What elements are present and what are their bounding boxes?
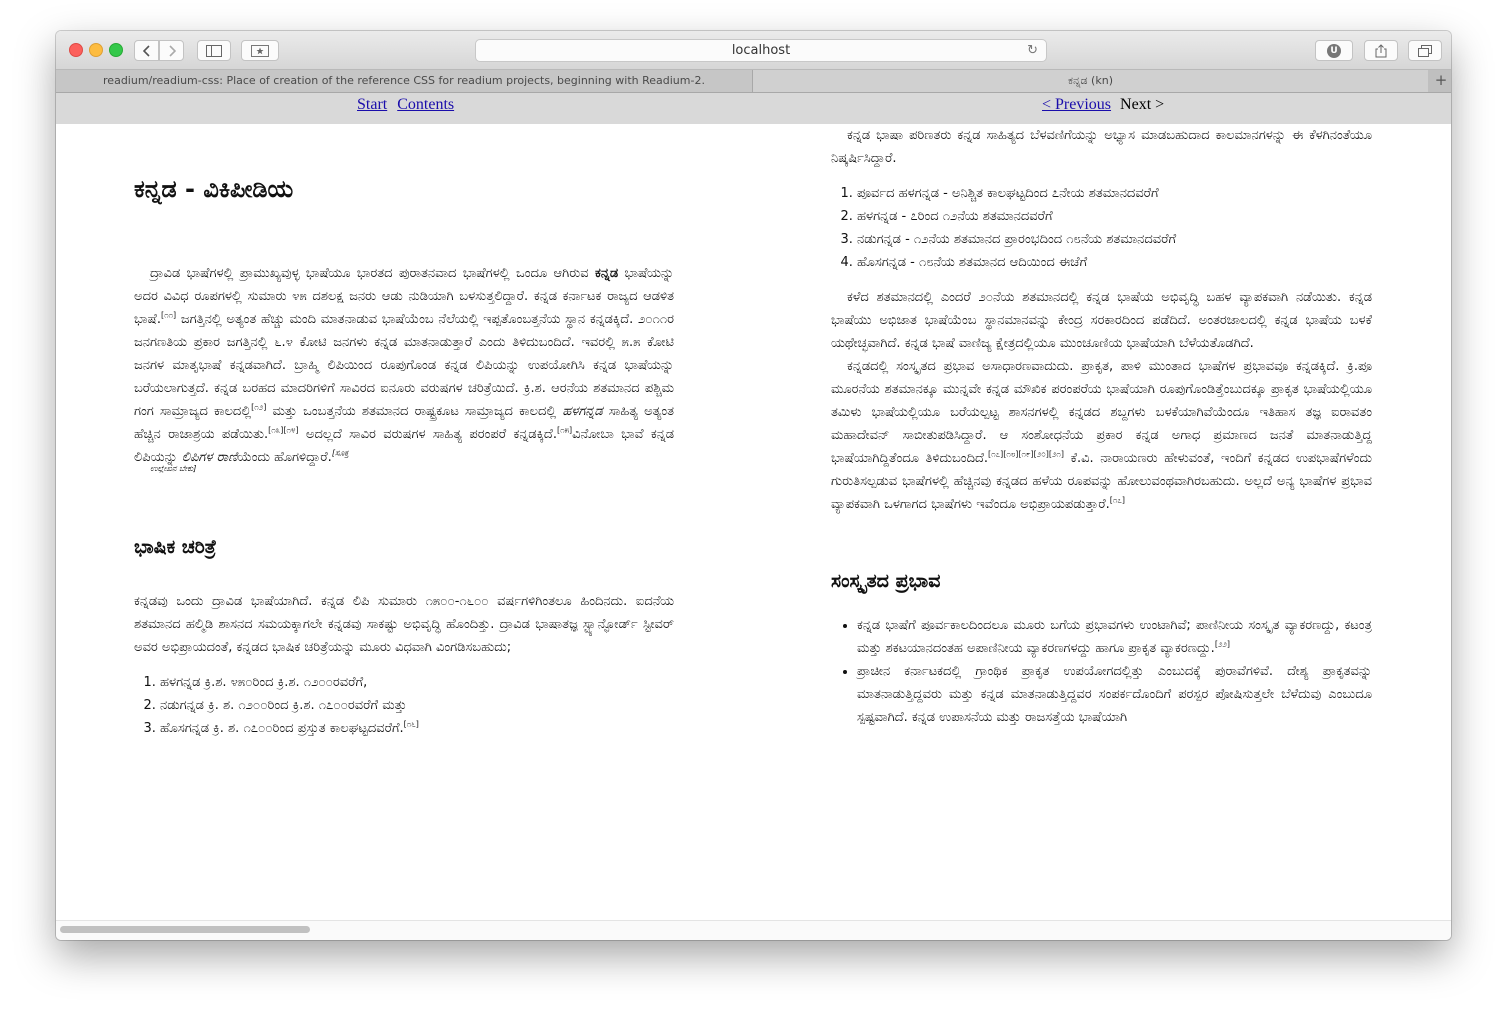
- section-heading-history: ಭಾಷಿಕ ಚರಿತ್ರೆ: [134, 536, 217, 558]
- citation[interactable]: [೧೩][೧೪]: [268, 425, 299, 435]
- share-button[interactable]: [1364, 40, 1398, 61]
- list-item: [160, 717, 674, 740]
- citation-needed-note[interactable]: ಉಲ್ಲೇಖನ ಬೇಕು]: [150, 464, 197, 473]
- browser-window: [56, 31, 1451, 940]
- right-column: [831, 124, 1372, 729]
- reload-icon[interactable]: ↻: [1027, 43, 1038, 58]
- citation[interactable]: [೧೭]: [1109, 495, 1125, 505]
- twentieth-century-paragraph: ಕಳೆದ ಶತಮಾನದಲ್ಲಿ ಎಂದರೆ ೨೦ನೆಯ ಶತಮಾನದಲ್ಲಿ ಕನ್ನಡ ಭಾಷೆಯ ಅಭಿವೃದ್ಧಿ ಬಹಳ ವ್ಯಾಪಕವಾಗಿ ನಡೆಯಿತು. ಕನ್ನಡ ಭಾಷೆಯು ಅಭಿಜಾತ ಭಾಷೆಯೆಂಬ ಸ್ಥಾನಮಾನವನ್ನು ಕೇಂದ್ರ ಸರಕಾರದಿಂದ ಪಡೆದಿದೆ. ಅಂತರಜಾಲದಲ್ಲಿ ಕನ್ನಡ ಭಾಷೆಯ ಬಳಕೆ ಯಥೇಚ್ಛವಾಗಿದೆ. ಕನ್ನಡ ಭಾಷೆ ವಾಣಿಜ್ಯ ಕ್ಷೇತ್ರದಲ್ಲಿಯೂ ಮುಂಚೂಣಿಯ ಭಾಷೆಯಾಗಿ ಬೆಳೆಯತೊಡಗಿದೆ.: [831, 290, 1372, 351]
- tabs-overview-icon: [1418, 45, 1432, 57]
- text-span: ಕನ್ನಡದಲ್ಲಿ ಸಂಸ್ಕೃತದ ಪ್ರಭಾವ ಅಸಾಧಾರಣವಾದುದು. ಪ್ರಾಕೃತ, ಪಾಳಿ ಮುಂತಾದ ಭಾಷೆಗಳ ಪ್ರಭಾವವೂ ಕನ್ನಡಕ್ಕಿದೆ. ಕ್ರಿ.ಪೂ ಮೂರನೆಯ ಶತಮಾನಕ್ಕೂ ಮುನ್ನವೇ ಕನ್ನಡ ಮೌಖಿಕ ಪರಂಪರೆಯ ಭಾಷೆಯಾಗಿ ರೂಪುಗೊಂಡಿತ್ತೆಂಬುದಕ್ಕೂ ಪ್ರಾಕೃತ ಭಾಷೆಯಲ್ಲಿಯೂ ತಮಿಳು ಭಾಷೆಯಲ್ಲಿಯೂ ಬರೆಯಲ್ಪಟ್ಟ ಶಾಸನಗಳಲ್ಲಿ ಕನ್ನಡದ ಶಬ್ದಗಳು ಬಳಕೆಯಾಗಿವೆಯೆಂದೂ ಇತಿಹಾಸ ತಜ್ಞ ಐರಾವತಂ ಮಹಾದೇವನ್ ಸಾಬೀತುಪಡಿಸಿದ್ದಾರೆ. ಆ ಸಂಶೋಧನೆಯ ಪ್ರಕಾರ ಕನ್ನಡ ಅಗಾಧ ಪ್ರಮಾಣದ ಜನತೆ ಮಾತನಾಡುತ್ತಿದ್ದ ಭಾಷೆಯಾಗಿದ್ದಿತೆಂದೂ ತಿಳಿದುಬಂದಿದೆ.: [831, 359, 1372, 466]
- previous-link[interactable]: < Previous: [1042, 96, 1112, 113]
- list-item-text: ಪ್ರಾಚೀನ ಕರ್ನಾಟಕದಲ್ಲಿ ಗ್ರಾಂಥಿಕ ಪ್ರಾಕೃತ ಉಪಯೋಗದಲ್ಲಿತ್ತು ಎಂಬುದಕ್ಕೆ ಪುರಾವೆಗಳಿವೆ. ದೇಶ್ಯ ಪ್ರಾಕೃತವನ್ನು ಮಾತನಾಡುತ್ತಿದ್ದವರು ಮತ್ತು ಕನ್ನಡ ಮಾತನಾಡುತ್ತಿದ್ದವರ ಸಂಪರ್ಕದೊಂದಿಗೆ ಪರಸ್ಪರ ಪೋಷಿಸುತ್ತಲೇ ಬೆಳೆದುವು ಎಂಬುದೂ ಸ್ಪಷ್ಟವಾಗಿದೆ. ಕನ್ನಡ ಉಪಾಸನೆಯ ಮತ್ತು ರಾಜಸತ್ತೆಯ ಭಾಷೆಯಾಗಿ: [857, 664, 1372, 725]
- tab-kannada[interactable]: ಕನ್ನಡ (kn): [753, 70, 1428, 92]
- text-span: ಅದಲ್ಲದೆ ಸಾವಿರ ವರುಷಗಳ ಸಾಹಿತ್ಯ ಪರಂಪರೆ ಕನ್ನಡಕ್ಕಿದೆ.: [298, 427, 557, 442]
- sidebar-icon: [206, 45, 222, 57]
- close-window-button[interactable]: [69, 43, 83, 57]
- text-span: ದ್ರಾವಿಡ ಭಾಷೆಗಳಲ್ಲಿ ಪ್ರಾಮುಖ್ಯವುಳ್ಳ ಭಾಷೆಯೂ ಭಾರತದ ಪುರಾತನವಾದ ಭಾಷೆಗಳಲ್ಲಿ ಒಂದೂ ಆಗಿರುವ: [150, 266, 596, 281]
- sanskrit-influence-paragraph: [831, 355, 1372, 516]
- history-list: [134, 671, 674, 740]
- next-label: Next >: [1120, 96, 1165, 113]
- nav-left-links: [357, 96, 460, 114]
- citation[interactable]: [೧೭]: [988, 449, 1004, 459]
- star-icon: [251, 45, 269, 57]
- show-tabs-button[interactable]: [1408, 40, 1442, 61]
- contents-link[interactable]: Contents: [397, 96, 455, 113]
- nav-right-links: [1042, 96, 1164, 114]
- list-item: [857, 614, 1372, 660]
- page-title: ಕನ್ನಡ - ವಿಕಿಪೀಡಿಯ: [134, 175, 294, 203]
- text-span: ಮತ್ತು ಒಂಬತ್ತನೆಯ ಶತಮಾನದ ರಾಷ್ಟ್ರಕೂಟ ಸಾಮ್ರಾಜ್ಯದ ಕಾಲದಲ್ಲಿ: [266, 404, 563, 419]
- sidebar-button[interactable]: [197, 40, 231, 61]
- citation[interactable]: [೧೧]: [160, 310, 177, 320]
- list-item-text: ಹಳಗನ್ನಡ ಕ್ರಿ.ಶ. ೪೫೦ರಿಂದ ಕ್ರಿ.ಶ. ೧೨೦೦ರವರೆಗೆ,: [160, 675, 368, 690]
- text-span: ಭಾಷೆಯನ್ನು ಅದರ ವಿವಿಧ ರೂಪಗಳಲ್ಲಿ ಸುಮಾರು ೪೫ ದಶಲಕ್ಷ ಜನರು ಆಡು ನುಡಿಯಾಗಿ ಬಳಸುತ್ತಲಿದ್ದಾರೆ. ಕನ್ನಡ ಕರ್ನಾಟಕ ರಾಜ್ಯದ ಆಡಳಿತ ಭಾಷೆ.: [134, 266, 674, 327]
- citation[interactable]: [೧೨]: [251, 402, 267, 412]
- history-paragraph: ಕನ್ನಡವು ಒಂದು ದ್ರಾವಿಡ ಭಾಷೆಯಾಗಿದೆ. ಕನ್ನಡ ಲಿಪಿ ಸುಮಾರು ೧೫೦೦-೧೬೦೦ ವರ್ಷಗಳಿಗಿಂತಲೂ ಹಿಂದಿನದು. ಐದನೆಯ ಶತಮಾನದ ಹಲ್ಮಿಡಿ ಶಾಸನದ ಸಮಯಕ್ಕಾಗಲೇ ಕನ್ನಡವು ಸಾಕಷ್ಟು ಅಭಿವೃದ್ಧಿ ಹೊಂದಿತ್ತು. ದ್ರಾವಿಡ ಭಾಷಾತಜ್ಞ ಸ್ಟ್ಯಾನ್ಫೋರ್ಡ್ ಸ್ಟೀವರ್ ಅವರ ಅಭಿಪ್ರಾಯದಂತೆ, ಕನ್ನಡದ ಭಾಷಿಕ ಚರಿತ್ರೆಯನ್ನು ಮೂರು ವಿಧವಾಗಿ ವಿಂಗಡಿಸಬಹುದು;: [134, 594, 674, 655]
- text-span: ಜಗತ್ತಿನಲ್ಲಿ ಅತ್ಯಂತ ಹೆಚ್ಚು ಮಂದಿ ಮಾತನಾಡುವ ಭಾಷೆಯೆಂಬ ನೆಲೆಯಲ್ಲಿ ಇಪ್ಪತೊಂಬತ್ತನೆಯ ಸ್ಥಾನ ಕನ್ನಡಕ್ಕಿದೆ. ೨೦೧೧ರ ಜನಗಣತಿಯ ಪ್ರಕಾರ ಜಗತ್ತಿನಲ್ಲಿ ೬.೪ ಕೋಟಿ ಜನಗಳು ಕನ್ನಡ ಮಾತನಾಡುತ್ತಾರೆ ಎಂದು ತಿಳಿದುಬಂದಿದೆ. ಇವರಲ್ಲಿ ೫.೫ ಕೋಟಿ ಜನಗಳ ಮಾತೃಭಾಷೆ ಕನ್ನಡವಾಗಿದೆ. ಬ್ರಾಹ್ಮಿ ಲಿಪಿಯಿಂದ ರೂಪುಗೊಂಡ ಕನ್ನಡ ಲಿಪಿಯನ್ನು ಉಪಯೋಗಿಸಿ ಕನ್ನಡ ಭಾಷೆಯನ್ನು ಬರೆಯಲಾಗುತ್ತದೆ. ಕನ್ನಡ ಬರಹದ ಮಾದರಿಗಳಿಗೆ ಸಾವಿರದ ಐನೂರು ವರುಷಗಳ ಚರಿತ್ರೆಯಿದೆ. ಕ್ರಿ.ಶ. ಆರನೆಯ ಶತಮಾನದ ಪಶ್ಚಿಮ ಗಂಗ ಸಾಮ್ರಾಜ್ಯದ ಕಾಲದಲ್ಲಿ: [134, 312, 674, 419]
- chevron-right-icon: [168, 45, 176, 57]
- bold-text: ಕನ್ನಡ: [595, 266, 619, 281]
- list-item-text: ಹೊಸಗನ್ನಡ ಕ್ರಿ. ಶ. ೧೭೦೦ರಿಂದ ಪ್ರಸ್ತುತ ಕಾಲಘಟ್ಟದವರೆಗೆ.: [160, 721, 404, 736]
- list-item: 4. ಹೊಸಗನ್ನಡ - ೧೮ನೆಯ ಶತಮಾನದ ಆದಿಯಿಂದ ಈಚೆಗೆ: [857, 251, 1372, 274]
- address-text: localhost: [731, 43, 791, 58]
- list-item: 2. ಹಳಗನ್ನಡ - ೭ರಿಂದ ೧೨ನೆಯ ಶತಮಾನದವರೆಗೆ: [857, 205, 1372, 228]
- address-bar[interactable]: [475, 39, 1047, 62]
- text-span: ಸಾಹಿತ್ಯ ಅತ್ಯಂತ ಹೆಚ್ಚಿನ ರಾಜಾಶ್ರಯ ಪಡೆಯಿತು.: [134, 404, 675, 442]
- horizontal-scrollbar[interactable]: [56, 920, 1451, 940]
- tab-readium-css[interactable]: readium/readium-css: Place of creation of the reference CSS for readium projects, beginning with Readium-2.: [56, 70, 753, 92]
- citation[interactable]: [೨೨]: [1214, 639, 1231, 649]
- chevron-left-icon: [143, 45, 151, 57]
- extension-icon: U: [1327, 44, 1341, 58]
- reader-nav-bar: [56, 93, 1451, 124]
- citation-needed[interactable]: [ಸೂಕ್ತ: [331, 448, 349, 458]
- list-item: [857, 660, 1372, 729]
- scrollbar-thumb[interactable]: [60, 926, 310, 933]
- left-column: [134, 124, 674, 740]
- sanskrit-bullets: [831, 614, 1372, 729]
- intro-paragraph: [134, 262, 674, 474]
- reader-content: [56, 124, 1451, 919]
- periods-intro-paragraph: ಕನ್ನಡ ಭಾಷಾ ಪರಿಣತರು ಕನ್ನಡ ಸಾಹಿತ್ಯದ ಬೆಳವಣಿಗೆಯನ್ನು ಅಭ್ಯಾಸ ಮಾಡಬಹುದಾದ ಕಾಲಮಾನಗಳನ್ನು ಈ ಕೆಳಗಿನಂತೆಯೂ ನಿಷ್ಕರ್ಷಿಸಿದ್ದಾರೆ.: [831, 128, 1372, 166]
- italic-text: ಹಳಗನ್ನಡ: [562, 404, 603, 419]
- text-span: ಕೆ.ವಿ. ನಾರಾಯಣರು ಹೇಳುವಂತೆ, ಇಂದಿಗೆ ಕನ್ನಡದ ಉಪಭಾಷೆಗಳೆಂದು ಗುರುತಿಸಲ್ಪಡುವ ಭಾಷೆಗಳಲ್ಲಿ ಹೆಚ್ಚಿನವು ಕನ್ನಡದ ಹಳೆಯ ರೂಪವನ್ನು ಹೋಲುವಂಥವಾಗಿರಬಹುದು. ಅಲ್ಲದೆ ಅನ್ಯ ಭಾಷೆಗಳ ಪ್ರಭಾವ ವ್ಯಾಪಕವಾಗಿ ಒಳಗಾಗದ ಭಾಷೆಗಳು ಇವೆಂದೂ ಅಭಿಪ್ರಾಯಪಡುತ್ತಾರೆ.: [831, 451, 1372, 512]
- citation[interactable]: [೧೫]: [556, 425, 573, 435]
- section-heading-sanskrit: ಸಂಸ್ಕೃತದ ಪ್ರಭಾವ: [831, 570, 941, 592]
- minimize-window-button[interactable]: [89, 43, 103, 57]
- text-span: ವಿನೋಬಾ ಭಾವೆ ಕನ್ನಡ ಲಿಪಿಯನ್ನು: [134, 427, 674, 465]
- list-item: [160, 671, 674, 694]
- zoom-window-button[interactable]: [109, 43, 123, 57]
- forward-button[interactable]: [159, 40, 184, 61]
- tab-bar: [56, 70, 1451, 93]
- list-item: [160, 694, 674, 717]
- bookmarks-button[interactable]: [241, 40, 279, 61]
- new-tab-button[interactable]: +: [1434, 71, 1448, 89]
- italic-text: ಲಿಪಿಗಳ ರಾಣಿ: [181, 450, 238, 465]
- share-icon: [1375, 44, 1387, 58]
- start-link[interactable]: Start: [357, 96, 388, 113]
- extension-button[interactable]: [1315, 40, 1353, 61]
- list-item-text: ಕನ್ನಡ ಭಾಷೆಗೆ ಪೂರ್ವಕಾಲದಿಂದಲೂ ಮೂರು ಬಗೆಯ ಪ್ರಭಾವಗಳು ಉಂಟಾಗಿವೆ; ಪಾಣಿನೀಯ ಸಂಸ್ಕೃತ ವ್ಯಾಕರಣದ್ದು, ಕಟಂತ್ರ ಮತ್ತು ಶಕಟಯಾನದಂತಹ ಅಪಾಣಿನೀಯ ವ್ಯಾಕರಣಗಳದ್ದು ಹಾಗೂ ಪ್ರಾಕೃತ ವ್ಯಾಕರಣದ್ದು.: [857, 618, 1372, 656]
- list-item: 1. ಪೂರ್ವದ ಹಳಗನ್ನಡ - ಅನಿಶ್ಚಿತ ಕಾಲಘಟ್ಟದಿಂದ ೭ನೇಯ ಶತಮಾನದವರೆಗೆ: [857, 182, 1372, 205]
- browser-toolbar: [56, 31, 1451, 70]
- text-span: ಯೆಂದು ಹೊಗಳಿದ್ದಾರೆ.: [237, 450, 332, 465]
- citation[interactable]: [೧೬]: [403, 719, 419, 729]
- citation[interactable]: [೧೮][೧೯][೨೦][೨೧]: [1003, 449, 1065, 459]
- list-item-text: ನಡುಗನ್ನಡ ಕ್ರಿ. ಶ. ೧೨೦೦ರಿಂದ ಕ್ರಿ.ಶ. ೧೭೦೦ರವರೆಗೆ ಮತ್ತು: [160, 698, 407, 713]
- periods-list: [831, 182, 1372, 274]
- back-button[interactable]: [134, 40, 159, 61]
- list-item: 3. ನಡುಗನ್ನಡ - ೧೨ನೆಯ ಶತಮಾನದ ಪ್ರಾರಂಭದಿಂದ ೧೮ನೆಯ ಶತಮಾನದವರೆಗೆ: [857, 228, 1372, 251]
